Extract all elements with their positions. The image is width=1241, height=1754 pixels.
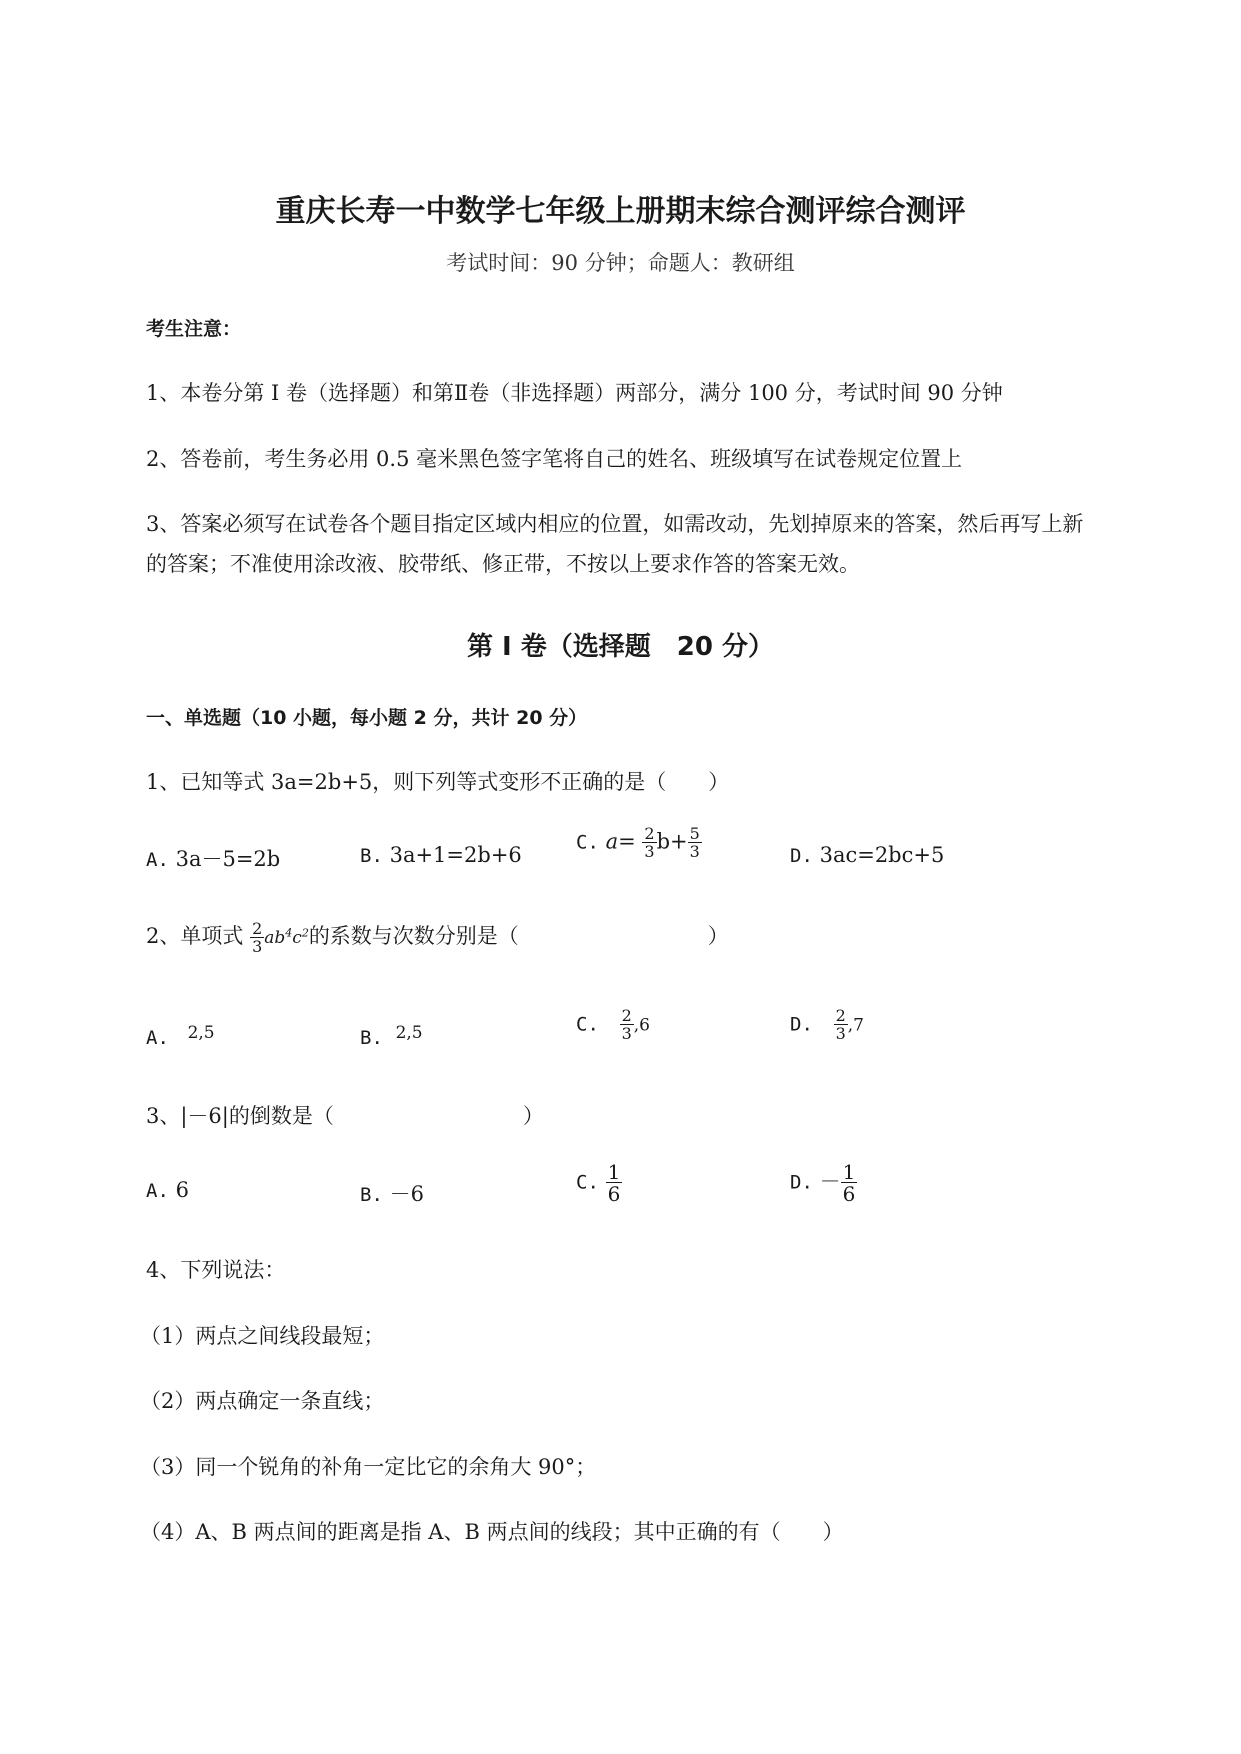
fraction	[841, 1162, 858, 1204]
fraction	[620, 1008, 634, 1042]
option-text: 3a－5=2b	[175, 847, 281, 871]
option-label: C.	[576, 1171, 599, 1194]
denominator: 3	[621, 1024, 632, 1043]
option-label: D.	[790, 1013, 813, 1036]
numerator: 1	[842, 1160, 856, 1184]
option-label: A.	[146, 1180, 169, 1202]
part-heading: 一、单选题（10 小题，每小题 2 分，共计 20 分）	[146, 707, 588, 729]
q2-option-d[interactable]	[790, 1008, 864, 1042]
question-3-stem: 3、|－6|的倒数是（ ）	[146, 1104, 544, 1128]
option-text: 3a+1=2b+6	[389, 843, 522, 867]
option-text: 6	[175, 1178, 189, 1202]
q4-statement-3: （3）同一个锐角的补角一定比它的余角大 90°；	[140, 1455, 597, 1479]
notice-heading: 考生注意：	[146, 318, 242, 340]
numerator: 2	[621, 1006, 632, 1025]
option-label: B.	[360, 1184, 383, 1206]
question-2-stem	[146, 920, 729, 955]
option-label: C.	[576, 1013, 599, 1036]
monomial-part: c	[292, 928, 302, 948]
option-text: －6	[389, 1182, 424, 1206]
q2-option-c[interactable]	[576, 1008, 650, 1042]
stem-text: 的系数与次数分别是（ ）	[308, 924, 729, 948]
q4-statement-4: （4）A、B 两点间的距离是指 A、B 两点间的线段；其中正确的有（ ）	[140, 1520, 844, 1544]
option-label: B.	[360, 845, 383, 867]
question-4-stem: 4、下列说法：	[146, 1258, 286, 1282]
monomial-part: ab	[264, 928, 286, 948]
q3-option-c[interactable]	[576, 1162, 622, 1204]
q1-option-d[interactable]	[790, 843, 944, 867]
q1-option-b[interactable]	[360, 843, 522, 867]
stem-text: 2、单项式	[146, 924, 244, 948]
option-label: A.	[146, 849, 169, 871]
option-text: 3ac=2bc+5	[819, 843, 945, 867]
option-label: C.	[576, 831, 599, 854]
notice-item-1: 1、本卷分第 I 卷（选择题）和第Ⅱ卷（非选择题）两部分，满分 100 分，考试时间 90 分钟	[146, 381, 1003, 405]
q4-statement-1: （1）两点之间线段最短；	[140, 1324, 385, 1348]
option-sign: －	[819, 1169, 841, 1194]
fraction	[250, 918, 264, 956]
monomial	[264, 928, 309, 948]
option-label: A.	[146, 1027, 169, 1049]
q1-option-c[interactable]	[576, 826, 702, 860]
notice-item-3: 3、答案必须写在试卷各个题目指定区域内相应的位置，如需改动，先划掉原来的答案，然后再写上新	[146, 512, 1084, 536]
page-title: 重庆长寿一中数学七年级上册期末综合测评综合测评	[275, 194, 966, 229]
question-1-stem: 1、已知等式 3a=2b+5，则下列等式变形不正确的是（ ）	[146, 770, 730, 794]
q2-option-a[interactable]	[146, 1025, 215, 1049]
q3-option-d[interactable]	[790, 1162, 857, 1204]
section-title: 第 I 卷（选择题 20 分）	[466, 632, 774, 662]
denominator: 6	[842, 1182, 856, 1206]
option-label: D.	[790, 1171, 813, 1194]
option-text: 2,5	[187, 1023, 215, 1043]
numerator: 2	[835, 1006, 846, 1025]
denominator: 6	[607, 1182, 621, 1206]
fraction	[606, 1162, 623, 1204]
exponent: 2	[301, 926, 309, 940]
fraction	[834, 1008, 848, 1042]
option-text-pre: a=	[605, 829, 636, 854]
fraction	[642, 826, 656, 860]
option-text-mid: b+	[656, 829, 688, 854]
exam-info: 考试时间：90 分钟；命题人：教研组	[446, 251, 795, 275]
q2-option-b[interactable]	[360, 1025, 423, 1049]
option-text: 2,5	[395, 1023, 423, 1043]
option-text: ,6	[633, 1015, 650, 1036]
notice-item-2: 2、答卷前，考生务必用 0.5 毫米黑色签字笔将自己的姓名、班级填写在试卷规定位置上	[146, 447, 963, 471]
option-label: B.	[360, 1027, 383, 1049]
q3-option-a[interactable]	[146, 1178, 189, 1202]
q1-option-a[interactable]	[146, 843, 280, 873]
fraction	[688, 826, 702, 860]
numerator: 2	[252, 918, 263, 938]
numerator: 5	[689, 824, 700, 843]
denominator: 3	[689, 842, 700, 861]
denominator: 3	[644, 842, 655, 861]
numerator: 2	[644, 824, 655, 843]
exponent: 4	[285, 926, 293, 940]
denominator: 3	[835, 1024, 846, 1043]
q3-option-b[interactable]	[360, 1178, 424, 1208]
q4-statement-2: （2）两点确定一条直线；	[140, 1389, 385, 1413]
option-text: ,7	[847, 1015, 864, 1036]
numerator: 1	[607, 1160, 621, 1184]
notice-item-3-cont: 的答案；不准使用涂改液、胶带纸、修正带，不按以上要求作答的答案无效。	[146, 552, 860, 576]
denominator: 3	[252, 936, 263, 956]
option-label: D.	[790, 845, 813, 867]
